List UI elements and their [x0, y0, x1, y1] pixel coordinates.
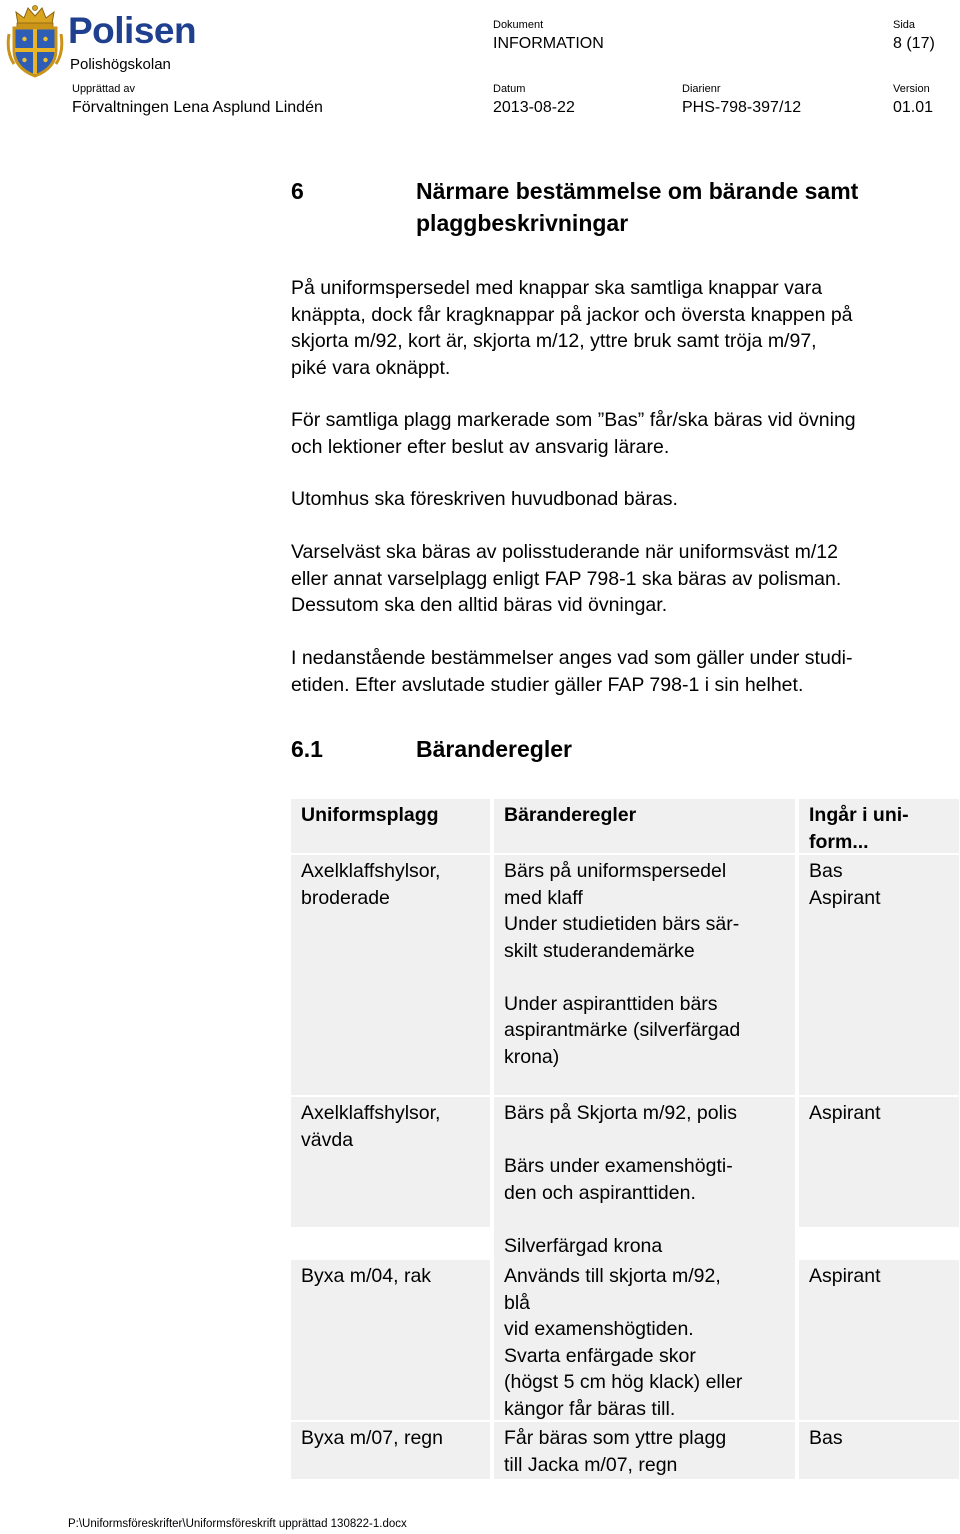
table-cell-garment: Byxa m/07, regn	[291, 1422, 490, 1479]
diary-number-value: PHS-798-397/12	[682, 99, 802, 116]
column-header-garment: Uniformsplagg	[291, 799, 490, 853]
page-label: Sida	[893, 19, 916, 31]
paragraph-buttons	[291, 275, 959, 381]
file-path-footer: P:\Uniformsföreskrifter\Uniformsföreskrift upprättad 130822-1.docx	[68, 1518, 407, 1530]
paragraph-line: skjorta m/92, kort är, skjorta m/12, yttre bruk samt tröja m/97,	[291, 330, 817, 352]
column-header-uniform: Ingår i uni- form...	[799, 799, 959, 853]
section-title	[416, 175, 858, 239]
brand-wordmark: Polisen	[68, 10, 197, 51]
police-crest-logo	[6, 4, 64, 78]
table-cell-rules: Bärs på Skjorta m/92, polis Bärs under examenshögti- den och aspiranttiden. Silverfärgad krona	[494, 1097, 795, 1261]
paragraph-line: piké vara oknäppt.	[291, 356, 451, 379]
paragraph-bas	[291, 407, 959, 460]
diary-number-label: Diarienr	[682, 83, 721, 95]
table-cell-uniform: Aspirant	[799, 1260, 959, 1420]
paragraph-vest	[291, 539, 959, 619]
organization-name: Polishögskolan	[70, 56, 171, 73]
table-cell-garment: Byxa m/04, rak	[291, 1260, 490, 1420]
subsection-title: Bäranderegler	[416, 736, 572, 762]
table-cell-garment: Axelklaffshylsor, broderade	[291, 855, 490, 1095]
column-header-rules: Bäranderegler	[494, 799, 795, 853]
table-cell-garment: Axelklaffshylsor, vävda	[291, 1097, 490, 1227]
paragraph-line: och lektioner efter beslut av ansvarig lärare.	[291, 435, 670, 458]
paragraph-line: eller annat varselplagg enligt FAP 798-1 ska bäras av polisman.	[291, 567, 842, 590]
paragraph-line: På uniformspersedel med knappar ska samtliga knappar vara	[291, 277, 823, 299]
table-cell-rules: Används till skjorta m/92, blå vid examenshögtiden. Svarta enfärgade skor (högst 5 cm hög klack) eller kängor får bäras till.	[494, 1260, 795, 1420]
table-cell-uniform: Aspirant	[799, 1097, 959, 1227]
paragraph-line: I nedanstående bestämmelser anges vad som gäller under studi-	[291, 647, 853, 669]
table-cell-rules: Bärs på uniformspersedel med klaff Under studietiden bärs sär- skilt studerandemärke Under aspiranttiden bärs aspirantmärke (silverfärgad krona)	[494, 855, 795, 1095]
author-value: Förvaltningen Lena Asplund Lindén	[72, 99, 323, 116]
table-cell-uniform: Bas Aspirant	[799, 855, 959, 1095]
date-label: Datum	[493, 83, 526, 95]
page-number: 8 (17)	[893, 35, 935, 52]
paragraph-line: Dessutom ska den alltid bäras vid övningar.	[291, 594, 668, 616]
paragraph-headwear	[291, 486, 959, 513]
document-value: INFORMATION	[493, 35, 604, 52]
paragraph-line: Utomhus ska föreskriven huvudbonad bäras.	[291, 488, 678, 510]
subsection-number: 6.1	[291, 736, 323, 762]
document-label: Dokument	[493, 19, 544, 31]
paragraph-line: Varselväst ska bäras av polisstuderande när uniformsväst m/12	[291, 541, 838, 563]
paragraph-line: etiden. Efter avslutade studier gäller FAP 798-1 i sin helhet.	[291, 673, 804, 696]
author-label: Upprättad av	[72, 83, 135, 95]
paragraph-line: knäppta, dock får kragknappar på jackor och översta knappen på	[291, 303, 853, 326]
date-value: 2013-08-22	[493, 99, 575, 116]
table-cell-rules: Får bäras som yttre plagg till Jacka m/07, regn	[494, 1422, 795, 1479]
section-title-line: Närmare bestämmelse om bärande samt	[416, 178, 859, 204]
section-number: 6	[291, 178, 304, 204]
version-value: 01.01	[893, 99, 934, 116]
section-title-line: plaggbeskrivningar	[416, 210, 629, 236]
paragraph-study-period	[291, 645, 959, 698]
table-cell-uniform: Bas	[799, 1422, 959, 1479]
rules-table	[291, 799, 959, 1479]
version-label: Version	[893, 83, 930, 95]
paragraph-line: För samtliga plagg markerade som ”Bas” får/ska bäras vid övning	[291, 409, 856, 431]
